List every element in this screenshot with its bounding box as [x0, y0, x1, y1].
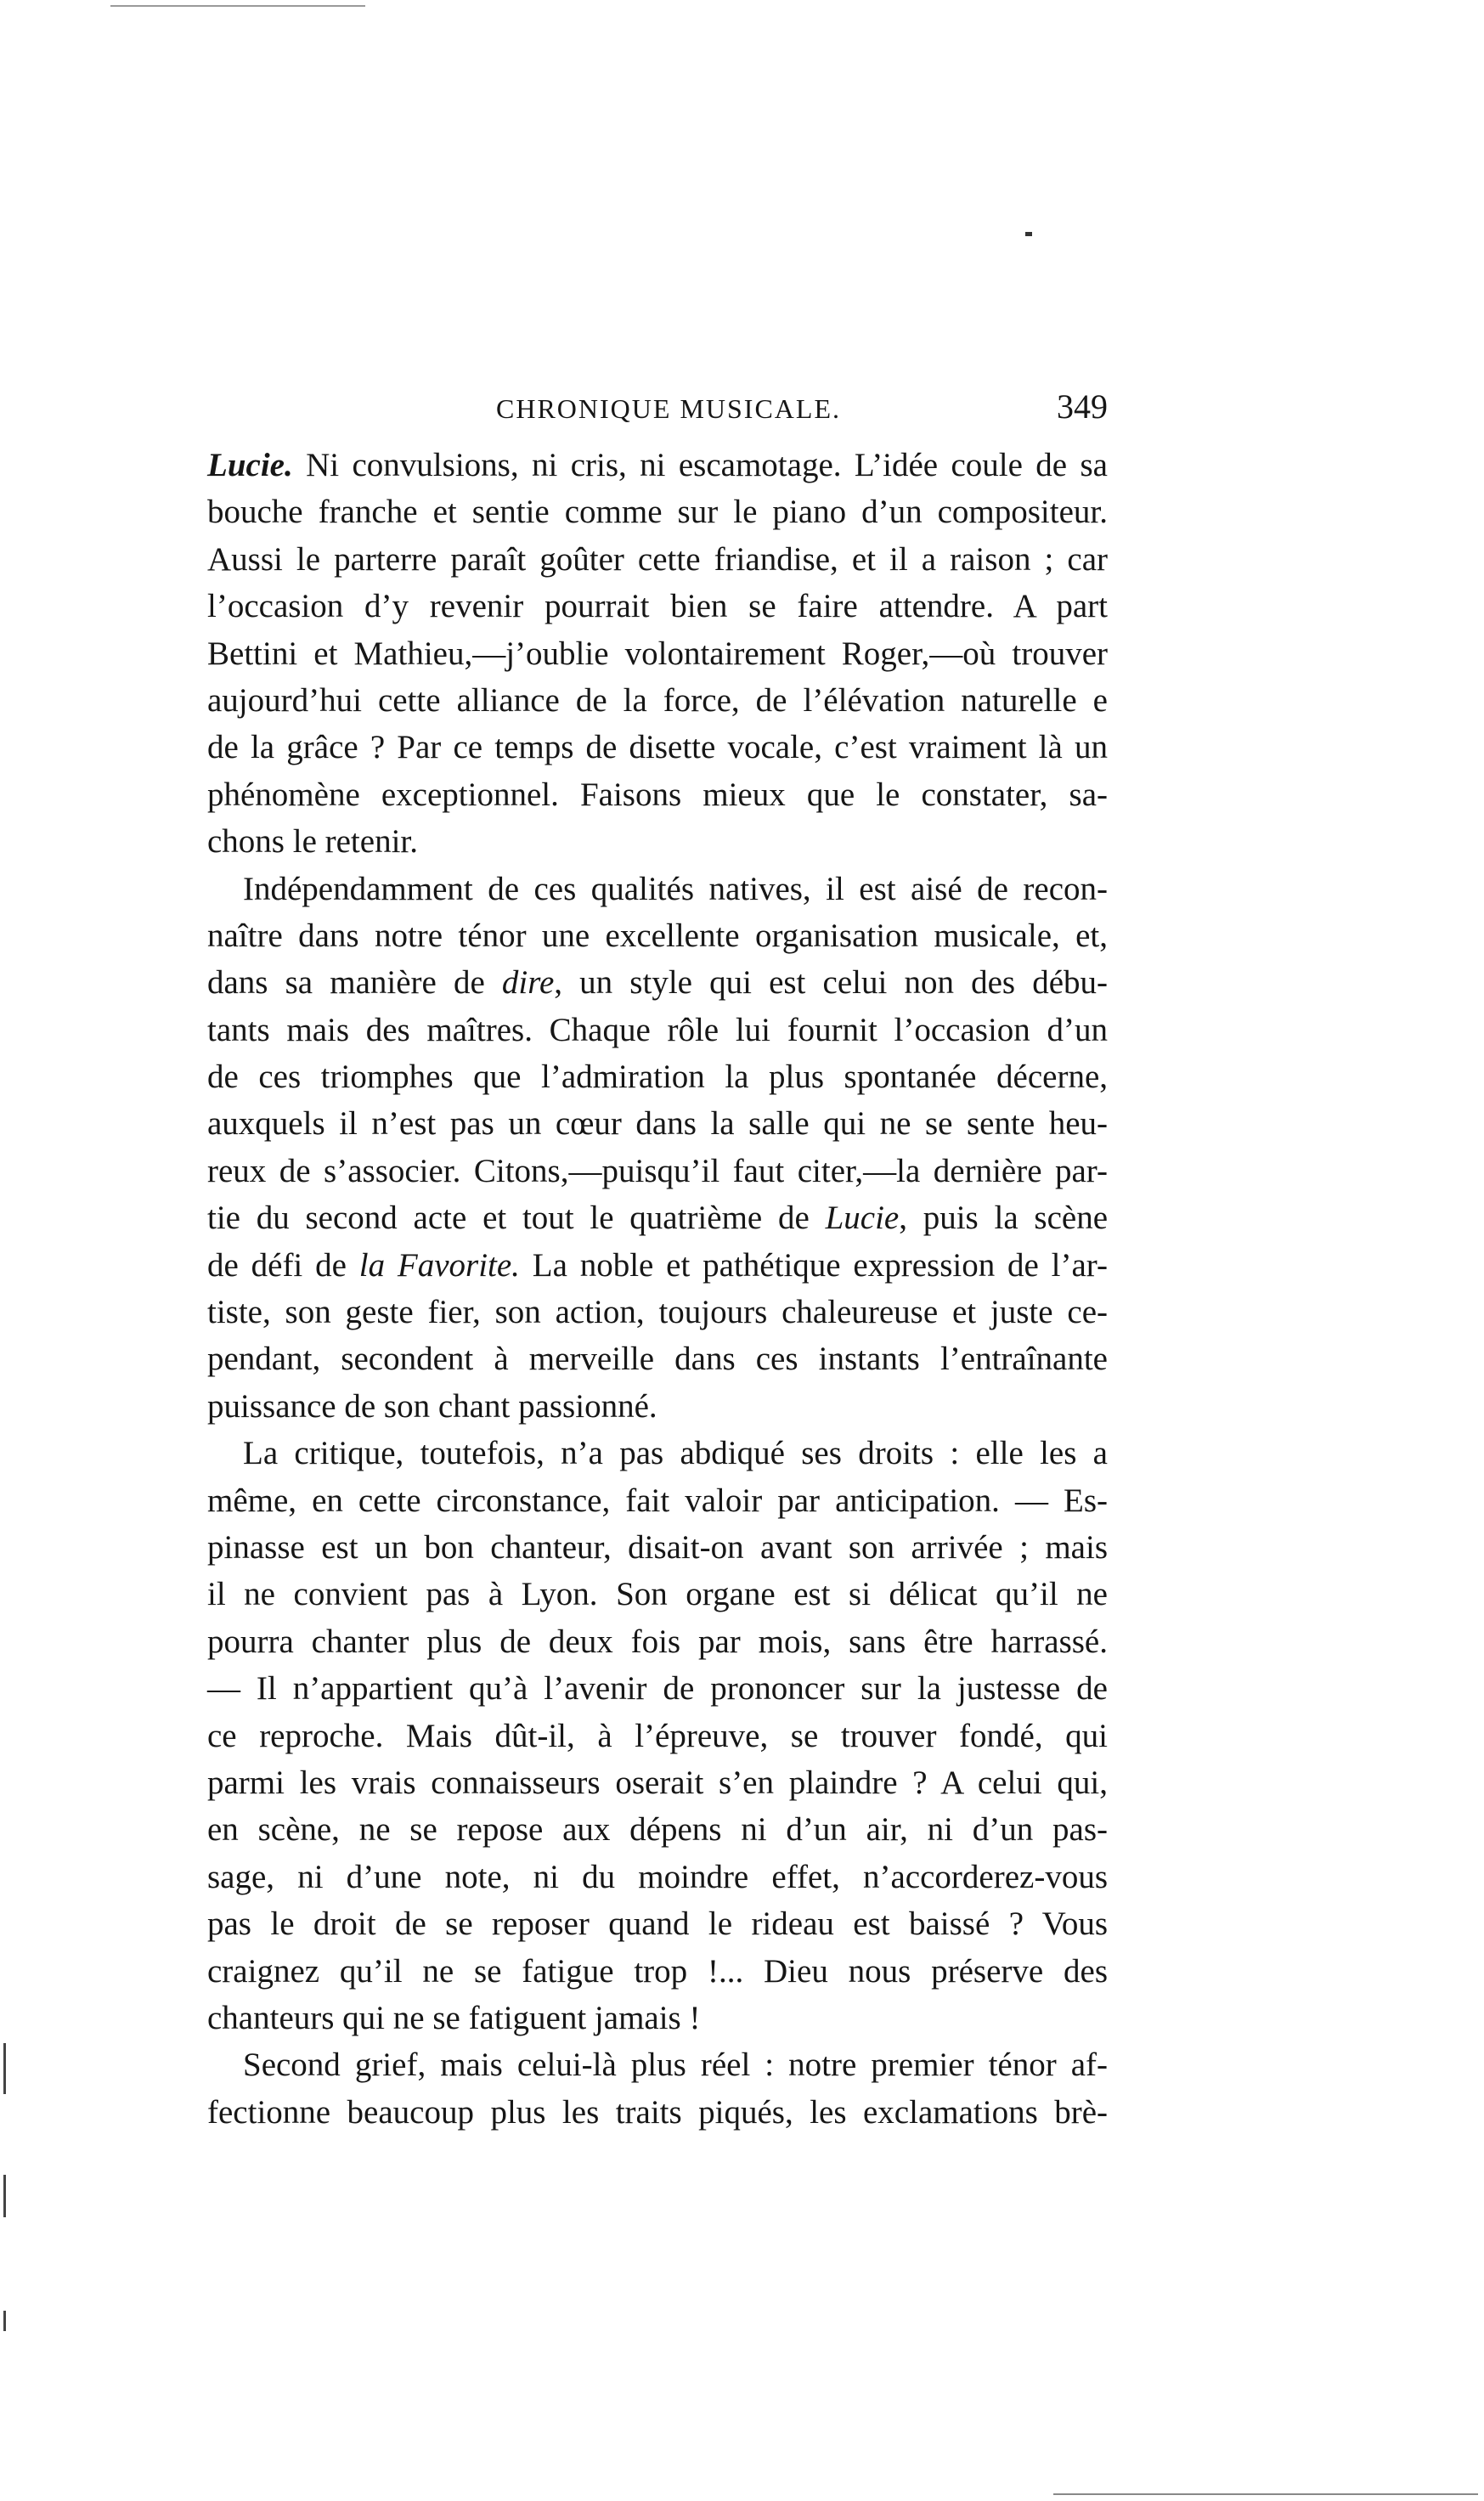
scan-mark-left-2	[3, 2175, 6, 2217]
italic-text: Lucie	[825, 1200, 900, 1237]
text-line: Second grief, mais celui-là plus réel : notre premier ténor af-	[243, 2047, 1108, 2084]
text-line: ce reproche. Mais dût-il, à l’épreuve, se trouver fondé, qui	[207, 1717, 1108, 1754]
text-line: puissance de son chant passionné.	[207, 1387, 657, 1425]
italic-text: dire	[501, 964, 555, 1002]
italic-text: la Favorite.	[358, 1246, 520, 1284]
page-header	[207, 387, 1108, 438]
text-line: l’occasion d’y revenir pourrait bien se faire attendre. A part	[207, 588, 1108, 625]
text-line: chons le retenir.	[207, 823, 418, 861]
text-line: tie du second acte et tout le quatrième de Lucie, puis la scène	[207, 1200, 1109, 1237]
italic-text: Lucie.	[207, 447, 293, 483]
text-line: tiste, son geste fier, son action, toujours chaleureuse et juste ce-	[207, 1294, 1108, 1331]
text-line: auxquels il n’est pas un cœur dans la salle qui ne se sente heu-	[207, 1105, 1108, 1143]
scan-mark-dot	[1025, 232, 1032, 236]
text-line: — Il n’appartient qu’à l’avenir de prononcer sur la justesse de	[207, 1670, 1108, 1708]
scan-mark-left-3	[3, 2311, 6, 2331]
body-text	[207, 442, 1108, 2136]
paragraph-2	[207, 866, 1108, 1431]
text-line: de ces triomphes que l’admiration la plus spontanée décerne,	[207, 1059, 1108, 1096]
scan-mark-top	[110, 5, 365, 7]
text-line: tants mais des maîtres. Chaque rôle lui fournit l’occasion d’un	[207, 1011, 1108, 1048]
text-line: il ne convient pas à Lyon. Son organe est si délicat qu’il ne	[207, 1576, 1108, 1613]
scan-mark-bottom	[1053, 2493, 1478, 2495]
text-line: Indépendamment de ces qualités natives, il est aisé de recon-	[243, 870, 1108, 907]
text-line: Aussi le parterre paraît goûter cette friandise, et il a raison ; car	[207, 540, 1108, 578]
text-line: craignez qu’il ne se fatigue trop !... Dieu nous préserve des	[207, 1952, 1108, 1990]
text-line: de défi de la Favorite. La noble et pathétique expression de l’ar-	[207, 1246, 1108, 1284]
text-line: bouche franche et sentie comme sur le piano d’un compositeur.	[207, 494, 1108, 531]
text-line: pendant, secondent à merveille dans ces instants l’entraînante	[207, 1341, 1108, 1378]
text-line: sage, ni d’une note, ni du moindre effet, n’accorderez-vous	[207, 1858, 1108, 1895]
scan-mark-left-1	[3, 2043, 6, 2094]
text-line: en scène, ne se repose aux dépens ni d’un air, ni d’un pas-	[207, 1811, 1108, 1849]
text-line: pas le droit de se reposer quand le rideau est baissé ? Vous	[207, 1905, 1108, 1943]
text-line: naître dans notre ténor une excellente organisation musicale, et,	[207, 917, 1108, 954]
text-line: reux de s’associer. Citons,—puisqu’il faut citer,—la dernière par-	[207, 1152, 1108, 1189]
text-line: de la grâce ? Par ce temps de disette vocale, c’est vraiment là un	[207, 729, 1108, 766]
text-line: Bettini et Mathieu,—j’oublie volontairement Roger,—où trouver	[207, 635, 1108, 672]
text-line: pourra chanter plus de deux fois par mois, sans être harrassé.	[207, 1623, 1108, 1660]
text-line: même, en cette circonstance, fait valoir par anticipation. — Es-	[207, 1482, 1108, 1519]
text-line: chanteurs qui ne se fatiguent jamais !	[207, 1999, 701, 2036]
text-line: dans sa manière de dire, un style qui est celui non des débu-	[207, 964, 1108, 1002]
paragraph-1	[207, 442, 1108, 866]
text-line: parmi les vrais connaisseurs oserait s’en plaindre ? A celui qui,	[207, 1764, 1108, 1801]
text-line: aujourd’hui cette alliance de la force, de l’élévation naturelle e	[207, 681, 1108, 719]
text-line: Lucie. Ni convulsions, ni cris, ni escamotage. L’idée coule de sa	[207, 447, 1108, 483]
paragraph-3	[207, 1430, 1108, 2041]
text-line: phénomène exceptionnel. Faisons mieux que le constater, sa-	[207, 776, 1108, 813]
text-line: La critique, toutefois, n’a pas abdiqué ses droits : elle les a	[243, 1435, 1108, 1472]
paragraph-4	[207, 2041, 1108, 2136]
running-title: CHRONIQUE MUSICALE.	[496, 393, 841, 424]
text-line: pinasse est un bon chanteur, disait-on avant son arrivée ; mais	[207, 1528, 1108, 1566]
text-line: fectionne beaucoup plus les traits piqués, les exclamations brè-	[207, 2093, 1108, 2131]
page-number: 349	[1057, 387, 1108, 426]
